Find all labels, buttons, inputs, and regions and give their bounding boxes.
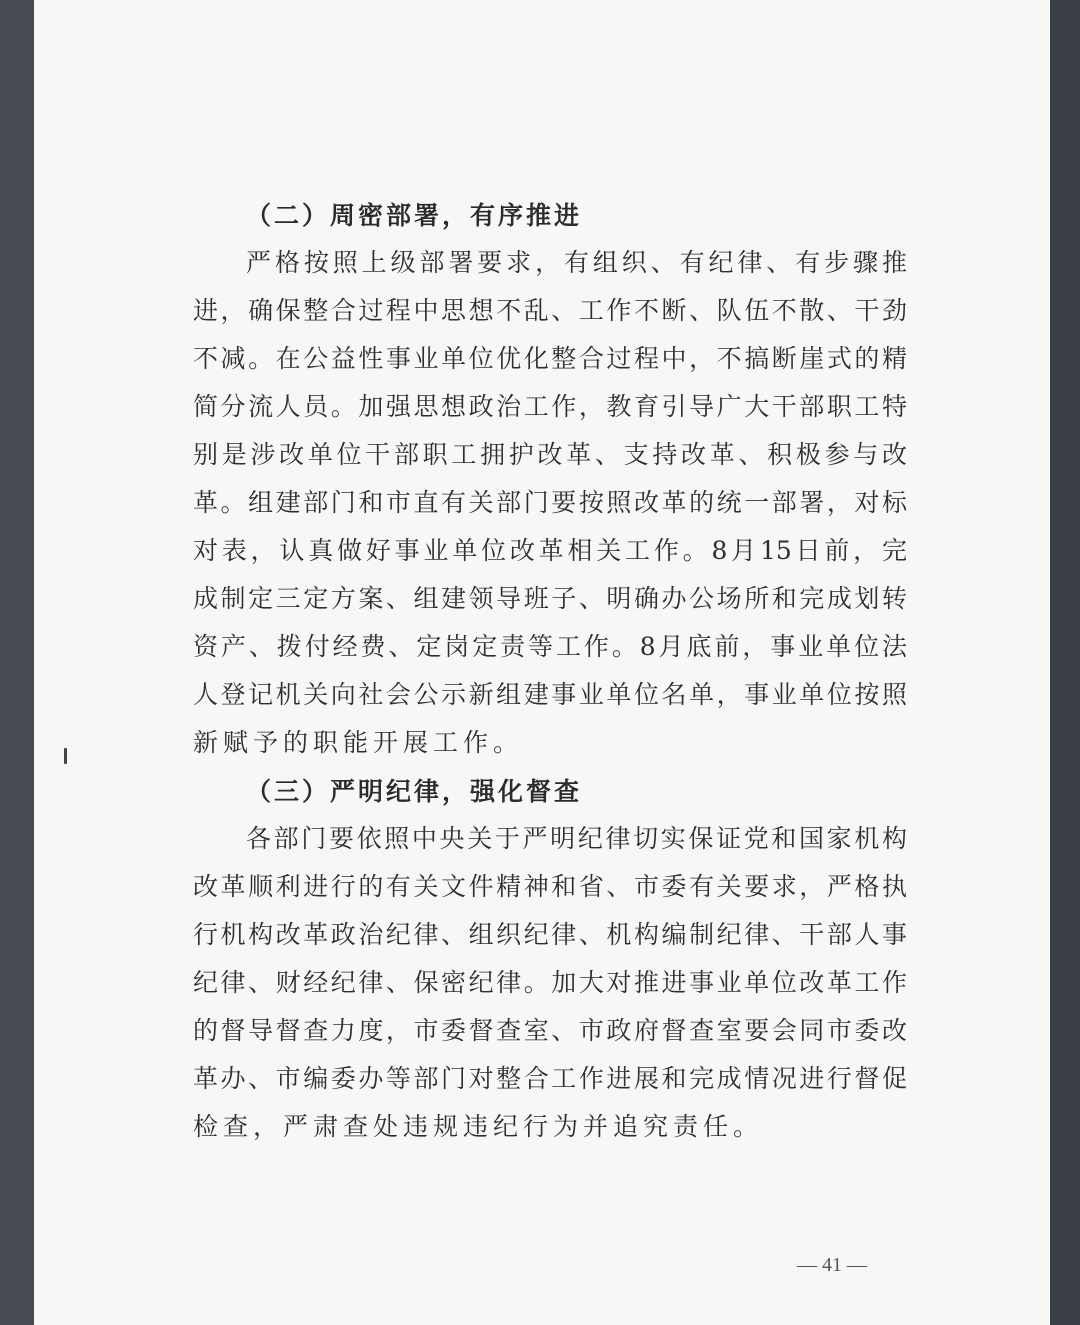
paragraph-line: 对表，认真做好事业单位改革相关工作。8月15日前，完 bbox=[193, 536, 907, 565]
paragraph-line: 进，确保整合过程中思想不乱、工作不断、队伍不散、干劲 bbox=[193, 296, 907, 325]
paragraph-line: 检查，严肃查处违规违纪行为并追究责任。 bbox=[193, 1112, 764, 1141]
paragraph-line: 新赋予的职能开展工作。 bbox=[193, 728, 524, 757]
scan-left-border bbox=[0, 0, 34, 1325]
page-number: — 41 — bbox=[797, 1254, 867, 1276]
paragraph-line: 资产、拨付经费、定岗定责等工作。8月底前，事业单位法 bbox=[193, 632, 907, 661]
section-heading-3: （三）严明纪律，强化督查 bbox=[246, 777, 583, 806]
section-heading-2: （二）周密部署，有序推进 bbox=[246, 201, 583, 230]
paragraph-line: 成制定三定方案、组建领导班子、明确办公场所和完成划转 bbox=[193, 584, 907, 613]
paragraph-line: 改革顺利进行的有关文件精神和省、市委有关要求，严格执 bbox=[193, 872, 907, 901]
paragraph-line: 人登记机关向社会公示新组建事业单位名单，事业单位按照 bbox=[193, 680, 907, 709]
scan-speck bbox=[64, 748, 67, 764]
paragraph-line: 简分流人员。加强思想政治工作，教育引导广大干部职工特 bbox=[193, 392, 907, 421]
paragraph-line: 严格按照上级部署要求，有组织、有纪律、有步骤推 bbox=[246, 248, 907, 277]
paragraph-line: 不减。在公益性事业单位优化整合过程中，不搞断崖式的精 bbox=[193, 344, 907, 373]
paragraph-line: 别是涉改单位干部职工拥护改革、支持改革、积极参与改 bbox=[193, 440, 907, 469]
paragraph-line: 纪律、财经纪律、保密纪律。加大对推进事业单位改革工作 bbox=[193, 968, 907, 997]
paragraph-line: 革。组建部门和市直有关部门要按照改革的统一部署，对标 bbox=[193, 488, 907, 517]
scan-right-border bbox=[1050, 0, 1080, 1325]
paragraph-line: 革办、市编委办等部门对整合工作进展和完成情况进行督促 bbox=[193, 1064, 907, 1093]
paragraph-line: 各部门要依照中央关于严明纪律切实保证党和国家机构 bbox=[246, 824, 907, 853]
paragraph-line: 行机构改革政治纪律、组织纪律、机构编制纪律、干部人事 bbox=[193, 920, 907, 949]
paragraph-line: 的督导督查力度，市委督查室、市政府督查室要会同市委改 bbox=[193, 1016, 907, 1045]
